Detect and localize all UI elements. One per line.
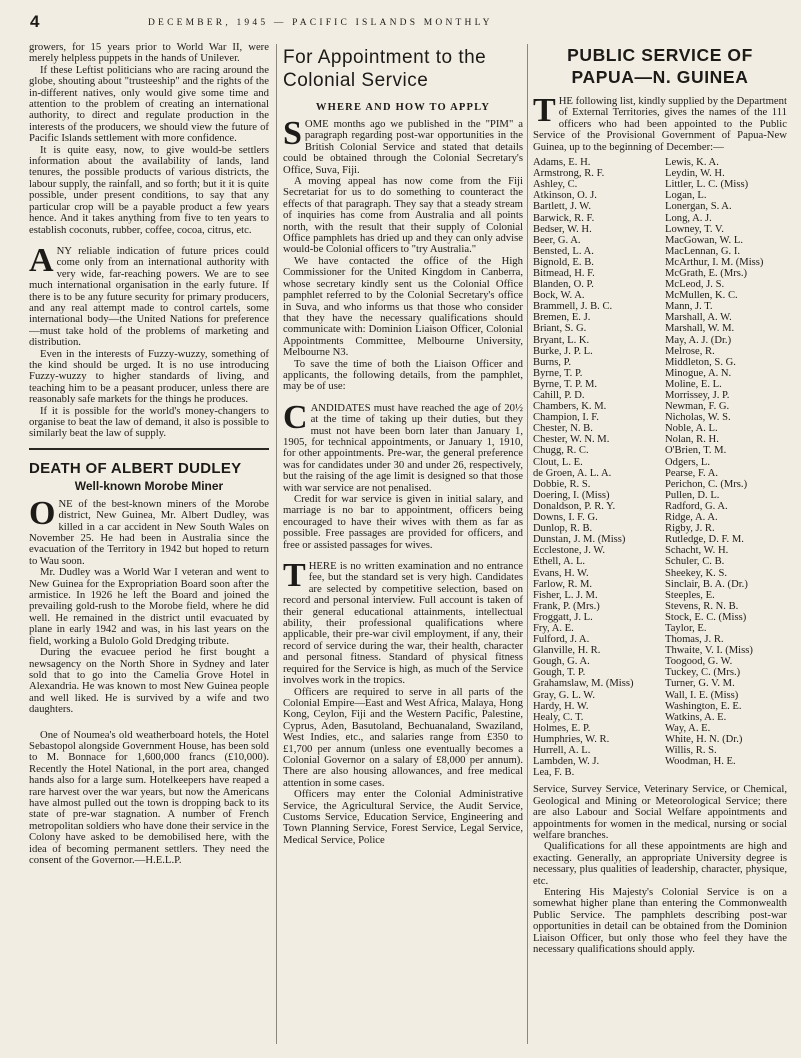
- officer-name: McGrath, E. (Mrs.): [665, 267, 748, 279]
- officer-name: Noble, A. L.: [665, 423, 718, 435]
- officer-name: Frank, P. (Mrs.): [533, 600, 600, 612]
- officer-name: Hurrell, A. L.: [533, 745, 591, 756]
- officer-name: Burke, J. P. L.: [533, 345, 593, 357]
- officer-name: Morrissey, J. P.: [665, 390, 730, 401]
- officer-name: Doering, I. (Miss): [533, 489, 610, 501]
- section-rule: [29, 448, 269, 450]
- officer-name: Odgers, L.: [665, 456, 711, 468]
- officer-name: Hardy, H. W.: [533, 700, 589, 712]
- officer-name: Froggatt, J. L.: [533, 611, 593, 623]
- officer-name: Moline, E. L.: [665, 378, 722, 390]
- officer-name: Armstrong, R. F.: [533, 168, 605, 180]
- officer-name: Barwick, R. F.: [533, 212, 595, 224]
- officer-name: Woodman, H. E.: [665, 756, 736, 768]
- officer-name: Newman, F. G.: [665, 401, 730, 413]
- column-divider-right: [527, 44, 528, 1044]
- paragraph: If it is possible for the world's money-changers to organise to beat the law of demand, it also is possible to similarly beat the law of supply.: [29, 404, 269, 440]
- officer-name: Glanville, H. R.: [533, 645, 601, 657]
- officer-name: Schacht, W. H.: [665, 545, 729, 557]
- officer-name: Fry, A. E.: [533, 622, 574, 634]
- officer-name: McLeod, J. S.: [665, 279, 725, 291]
- officer-name: Steeples, E.: [665, 589, 715, 601]
- officer-name: Fulford, J. A.: [533, 634, 590, 646]
- officer-name: Chambers, K. M.: [533, 401, 607, 413]
- officer-name: de Groen, A. L. A.: [533, 467, 612, 479]
- officer-name: Thwaite, V. I. (Miss): [665, 645, 753, 657]
- officer-name: Chester, W. N. M.: [533, 434, 610, 446]
- officer-name: Dunlop, R. B.: [533, 523, 593, 535]
- officer-name: Pearse, F. A.: [665, 467, 718, 479]
- officer-name: Bignold, E. B.: [533, 256, 594, 268]
- paragraph: Officers are required to serve in all parts of the Colonial Empire—East and West Africa, Malaya, Hong Kong, Ceylon, Fiji and the Western Pacific, Palestine, Cyprus, Aden, Basutoland, Bechuanaland, Swaziland, West Indies, etc., and salaries range from £350 to £1,700 per annum (unless one eventually becomes a Colonial Governor on a salary of £8,000 per annum). There are also housing allowances, and free medical attention in some cases.: [283, 685, 523, 789]
- officer-name: Adams, E. H.: [533, 157, 591, 169]
- officer-name: Radford, G. A.: [665, 500, 728, 512]
- officer-name: Atkinson, O. J.: [533, 190, 597, 202]
- officer-name: Byrne, T. P. M.: [533, 378, 598, 390]
- page-number: 4: [30, 12, 40, 31]
- running-head: DECEMBER, 1945 — PACIFIC ISLANDS MONTHLY: [148, 18, 493, 28]
- paragraph: One of Noumea's old weatherboard hotels, the Hotel Sebastopol alongside Government House, has been sold to M. Bonnace for 1,600,000 francs (£10,000). Recently the Hotel National, in the port area, changed hands also for a large sum. Hotelkeepers have reaped a rare harvest over the war years, but now the Americans have almost pulled out the town is dropping back to its state of pre-war stagnation. A number of French metropolitan soldiers who have done their service in the Colony have asked to be demobilised here, with the idea of becoming permanent settlers. They need the consent of the Governor.—H.E.L.P.: [29, 728, 269, 866]
- officer-name: Lambden, W. J.: [533, 756, 600, 768]
- paragraph: growers, for 15 years prior to World War II, were merely helpless puppets in the hands of Unilever.: [29, 42, 269, 65]
- officer-name: Mann, J. T.: [665, 301, 713, 313]
- officer-name: Healy, C. T.: [533, 711, 584, 723]
- officer-name: MacGowan, W. L.: [665, 234, 743, 246]
- officer-name: Melrose, R.: [665, 345, 715, 357]
- officer-name: McMullen, K. C.: [665, 290, 738, 302]
- officer-name: Ethell, A. L.: [533, 556, 586, 568]
- paragraph-dropcap: SOME months ago we published in the "PIM" a paragraph regarding post-war opportunities in the British Colonial Service and stated that details could be obtained through the Colonial Secretary's Office, Suva, Fiji.: [283, 115, 523, 176]
- officer-name: Chugg, R. C.: [533, 445, 589, 457]
- officer-name: Lowney, T. V.: [665, 223, 724, 235]
- officer-name: Littler, L. C. (Miss): [665, 179, 749, 191]
- officer-name: Wall, I. E. (Miss): [665, 689, 739, 701]
- officer-name: McArthur, I. M. (Miss): [665, 256, 764, 268]
- officer-name: Bremen, E. J.: [533, 312, 591, 324]
- officer-name: Burns, P.: [533, 356, 571, 368]
- paragraph: We have contacted the office of the High Commissioner for the United Kingdom in Canberra, whose secretary kindly sent us the Colonial Office pamphlet referred to by the Colonial Secretary's office in Suva, and who informs us that those who consider that they have the necessary qualifications should communicate with: Dominion Liaison Officer, Colonial Appointments Committee, Melbourne University, Melbourne N3.: [283, 254, 523, 359]
- officer-name: Fisher, L. J. M.: [533, 589, 598, 601]
- officer-name: Bensted, L. A.: [533, 245, 594, 257]
- officer-name: Taylor, E.: [665, 622, 707, 634]
- officer-name: Dobbie, R. S.: [533, 478, 591, 490]
- paragraph: Service, Survey Service, Veterinary Service, or Chemical, Geological and Mining or Meteorological Service; there are also Labour and Social Welfare appointments and appointments for women in the medical, nursing or social welfare branches.: [533, 783, 787, 841]
- officer-name: Toogood, G. W.: [665, 656, 733, 668]
- officer-name: Pullen, D. L.: [665, 489, 720, 501]
- paragraph-dropcap: THE following list, kindly supplied by the Department of External Territories, gives the names of the 111 officers who had been appointed to the Public Service of the Provisional Government of Papua-New Guinea, up to the beginning of December:—: [533, 92, 787, 153]
- paragraph: To save the time of both the Liaison Officer and applicants, the following details, from the pamphlet, may be of use:: [283, 357, 523, 393]
- officer-name: Holmes, E. P.: [533, 722, 591, 734]
- officer-name: Gray, G. L. W.: [533, 689, 595, 701]
- officer-name: Thomas, J. R.: [665, 634, 724, 646]
- officer-name: Turner, G. V. M.: [665, 678, 735, 690]
- page-header: [30, 14, 781, 36]
- officer-name-list: [533, 157, 787, 778]
- officer-name: Tuckey, C. (Mrs.): [665, 667, 741, 679]
- paragraph: A moving appeal has now come from the Fiji Secretariat for us to do something to counteract the effects of that paragraph. They say that a steady stream of inquiries has come from Australia and all points north, with the result that their supply of Colonial Office pamphlets has dried up and they can only advise would-be Colonial officers to "try Australia.": [283, 175, 523, 256]
- paragraph-dropcap: THERE is no written examination and no entrance fee, but the standard set is very high. Candidates are selected by competitive selection, based on record and personal interview. Full account is taken of their general educational attainments, intellectual ability, their professional qualifications where applicable, their pre-war civil employment, if any, their record of service during the war, their health, character and personal fitness. Standard of physical fitness required for the Service is high, as much of the Service involves work in the tropics.: [283, 557, 523, 687]
- papua-headline: PUBLIC SERVICE OF PAPUA—N. GUINEA: [567, 45, 753, 87]
- officer-name: Lea, F. B.: [533, 767, 575, 779]
- officer-name: Donaldson, P. R. Y.: [533, 500, 616, 512]
- officer-name: Ridge, A. A.: [665, 512, 718, 524]
- officer-name: Middleton, S. G.: [665, 356, 736, 368]
- officer-name: Ecclestone, J. W.: [533, 545, 606, 557]
- colonial-subheadline: WHERE AND HOW TO APPLY: [315, 102, 491, 113]
- officer-name: Bock, W. A.: [533, 290, 585, 302]
- officer-name: Beer, G. A.: [533, 234, 581, 246]
- officer-name: Blanden, O. P.: [533, 279, 594, 291]
- officer-name: Schuler, C. B.: [665, 556, 725, 568]
- paragraph-dropcap: ANY reliable indication of future prices could come only from an international authority with very wide, far-reaching powers. We are to see much international organisation in the early future. If there is to be any future security for primary producers, and any real attempt made to control cartels, some international body—the United Nations for preference—must take hold of the problems of marketing and distribution.: [29, 241, 269, 349]
- officer-name: Leydin, W. H.: [665, 168, 725, 180]
- colonial-headline: For Appointment to the Colonial Service: [283, 47, 487, 91]
- officer-name: Ashley, C.: [533, 179, 578, 191]
- officer-name: Byrne, T. P.: [533, 367, 583, 379]
- officer-name: Dunstan, J. M. (Miss): [533, 534, 626, 546]
- officer-name: White, H. N. (Dr.): [665, 733, 743, 745]
- officer-name: Bartlett, J. W.: [533, 201, 591, 213]
- officer-name: Logan, L.: [665, 190, 707, 202]
- officer-name: May, A. J. (Dr.): [665, 334, 732, 346]
- officer-name: Farlow, R. M.: [533, 578, 593, 590]
- spacer: [29, 716, 269, 730]
- officer-name: Brammell, J. B. C.: [533, 301, 613, 313]
- paragraph: Officers may enter the Colonial Administrative Service, the Agricultural Service, the Audit Service, Customs Service, Education Service, Engineering and Town Planning Service, Forest Service, Legal Service, Medical Service, Police: [283, 788, 523, 846]
- officer-name: Watkins, A. E.: [665, 711, 727, 723]
- officer-name: Washington, E. E.: [665, 700, 742, 712]
- officer-name: Bedser, W. H.: [533, 223, 592, 235]
- officer-name: Nolan, R. H.: [665, 434, 719, 446]
- paragraph: Even in the interests of Fuzzy-wuzzy, something of the kind should be urged. It is no use introducing Fuzzy-wuzzy to higher standards of living, and teaching him to be a peasant producer, unless there are reasonably safe markets for the things he produces.: [29, 347, 269, 406]
- paragraph: It is quite easy, now, to give would-be settlers information about the availability of lands, land tenures, the possible products of various districts, the labour supply, the rainfall, and so forth; but it it is quite possible, under present conditions, to say that any particular crop will be a payable product a few years hence. And it takes anything from five to ten years to establish coconuts, rubber, coffee, cocoa, citrus, etc.: [29, 143, 269, 236]
- officer-name: Willis, R. S.: [665, 745, 717, 756]
- officer-name: Rutledge, D. F. M.: [665, 534, 744, 546]
- officer-name: Stevens, R. N. B.: [665, 600, 739, 612]
- column-divider-left: [276, 44, 277, 1044]
- column-right: [533, 42, 787, 955]
- officer-name: Bitmead, H. F.: [533, 267, 595, 279]
- officer-name: Long, A. J.: [665, 212, 712, 224]
- paragraph-dropcap: ONE of the best-known miners of the Morobe district, New Guinea, Mr. Albert Dudley, was killed in a car accident in New South Wales on November 25. He had been in Australia since the evacuation of the Territory in 1942 but hoped to return to Wau soon.: [29, 494, 269, 567]
- officer-name: Way, A. E.: [665, 722, 711, 734]
- paragraph-dropcap: CANDIDATES must have reached the age of 20½ at the time of taking up their duties, but they must not have been born later than January 1, 1905, for technical appointments, or January 1, 1910, for other appointments. Pre-war, the general preference was for candidates under 30 and under 26, respectively, but the raising of the age limit is designed so that those with war service are not penalised.: [283, 398, 523, 494]
- officer-name: Perichon, C. (Mrs.): [665, 478, 748, 490]
- officer-name: Chester, N. B.: [533, 423, 593, 435]
- paragraph: During the evacuee period he first bought a newsagency on the North Shore in Sydney and later sold that to go into the Camelia Grove Hotel in Alexandria. He was known to most New Guinea people and well liked. He is survived by a wife and two daughters.: [29, 646, 269, 716]
- officer-name: Minogue, A. N.: [665, 367, 732, 379]
- paragraph: Credit for war service is given in initial salary, and marriage is no bar to appointment, officers being encouraged to have their wives with them as far as possible. Free passages are provided for officers, and free or assisted passages for wives.: [283, 493, 523, 551]
- officer-name: Downs, I. F. G.: [533, 512, 598, 524]
- officer-name: Clout, L. E.: [533, 456, 583, 468]
- dudley-headline: DEATH OF ALBERT DUDLEY: [29, 459, 242, 477]
- dudley-subheadline: Well-known Morobe Miner: [74, 478, 224, 493]
- name-list-right: [665, 157, 787, 778]
- officer-name: Marshall, W. M.: [665, 323, 735, 335]
- officer-name: Evans, H. W.: [533, 567, 589, 579]
- paragraph: Qualifications for all these appointments are high and exacting. Generally, an appropriate University degree is necessary, plus qualities of leadership, character, physique, etc.: [533, 840, 787, 887]
- name-list-left: [533, 157, 655, 778]
- officer-name: Champion, I. F.: [533, 412, 599, 424]
- officer-name: Marshall, A. W.: [665, 312, 732, 324]
- officer-name: MacLennan, G. I.: [665, 245, 741, 257]
- officer-name: Briant, S. G.: [533, 323, 587, 335]
- officer-name: Grahamslaw, M. (Miss): [533, 678, 634, 690]
- officer-name: Sinclair, B. A. (Dr.): [665, 578, 748, 590]
- paragraph: If these Leftist politicians who are racing around the globe, shouting about "trusteeship" and the rights of the in-different natives, only would give some time and attention to the problem of creating an international authority, to direct and regulate production in the interests of the producers, we should view the future of Pacific Islands settlement with more confidence.: [29, 63, 269, 145]
- officer-name: O'Brien, T. M.: [665, 445, 727, 457]
- officer-name: Nicholas, W. S.: [665, 412, 731, 424]
- paragraph: Mr. Dudley was a World War I veteran and went to New Guinea for the Expropriation Board soon after the armistice. In 1926 he left the Board and joined the prevailing gold-rush to the Morobe field, where he did well. He remained in the district until evacuated by plane in early 1942 and was, in his last years on the field, working a Bulolo Gold Dredging tribute.: [29, 566, 269, 647]
- officer-name: Lewis, K. A.: [665, 157, 719, 169]
- officer-name: Lonergan, S. A.: [665, 201, 732, 213]
- officer-name: Rigby, J. R.: [665, 523, 715, 535]
- column-middle: [283, 42, 523, 846]
- officer-name: Gough, G. A.: [533, 656, 590, 668]
- officer-name: Bryant, L. K.: [533, 334, 590, 346]
- officer-name: Sheekey, K. S.: [665, 567, 727, 579]
- officer-name: Cahill, P. D.: [533, 390, 585, 401]
- officer-name: Stock, E. C. (Miss): [665, 611, 747, 623]
- paragraph: Entering His Majesty's Colonial Service is on a somewhat higher plane than entering the Commonwealth Public Service. The pamphlets describing post-war opportunities in detail can be obtained from the Dominion Liaison Officer, but only those who feel they have the necessary qualifications should apply.: [533, 885, 787, 955]
- officer-name: Gough, T. P.: [533, 667, 586, 679]
- officer-name: Humphries, W. R.: [533, 733, 610, 745]
- column-left: [29, 42, 269, 866]
